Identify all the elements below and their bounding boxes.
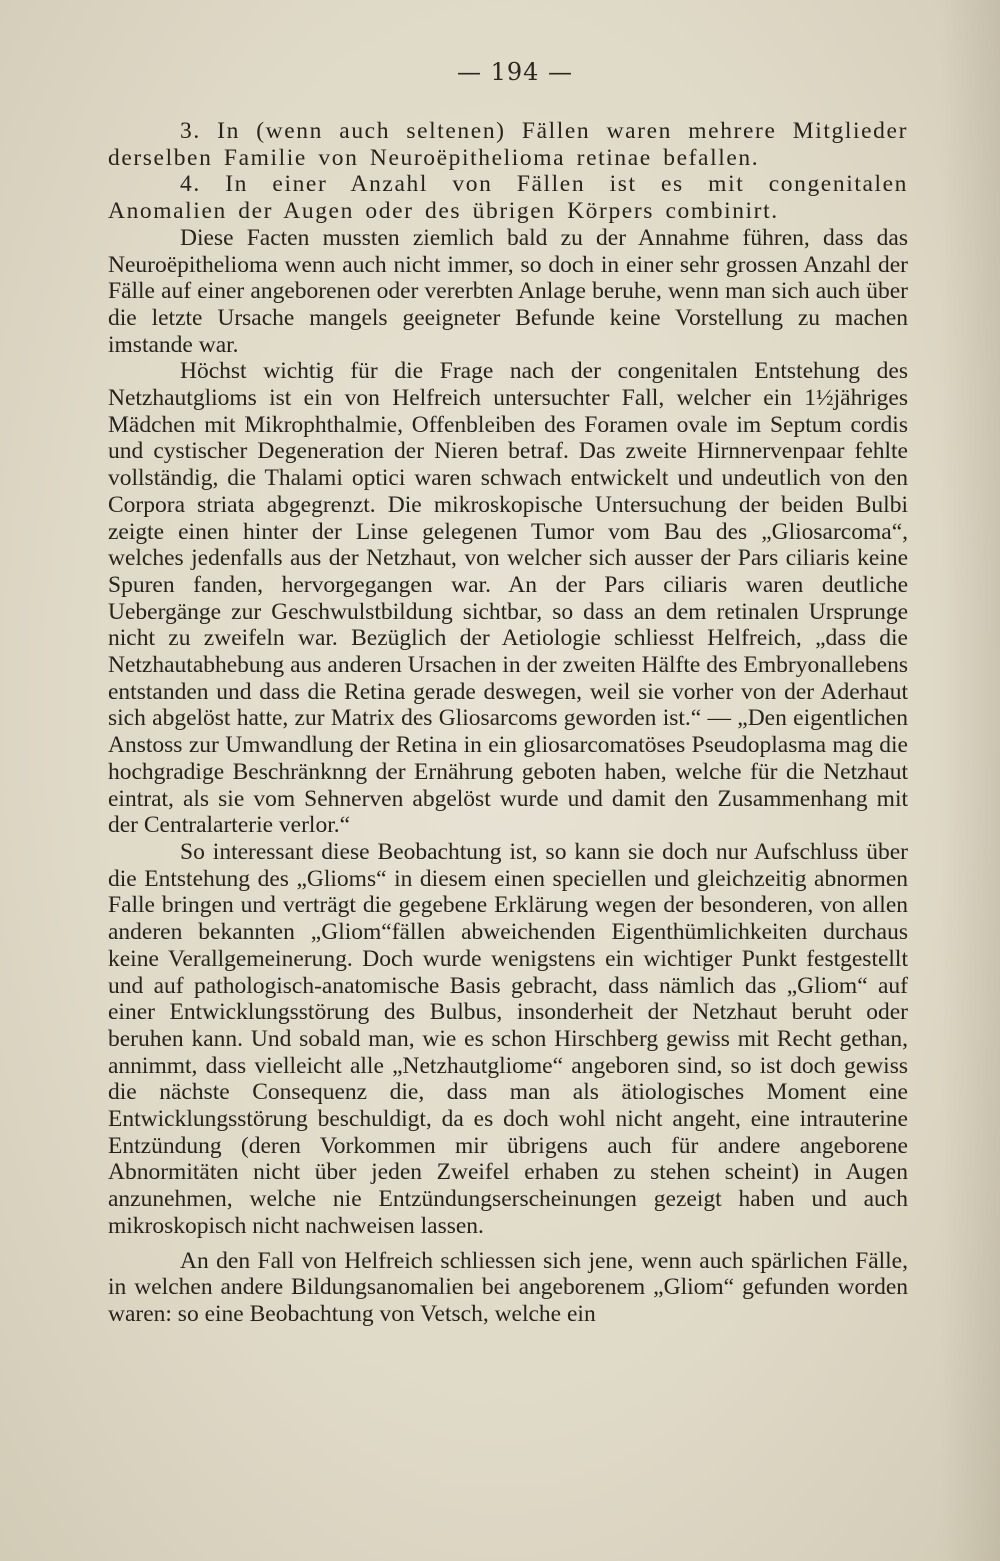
paragraph-helfreich-case: Höchst wichtig für die Frage nach der congenitalen Entstehung des Netzhautglioms ist ein von Helfreich untersuchter Fall, welcher ein 1½jähriges Mädchen mit Mikrophthalmie, Offenbleiben des Foramen ovale im Septum cordis und cystischer Degeneration der Nieren betraf. Das zweite Hirnnervenpaar fehlte vollständig, die Thalami optici waren schwach entwickelt und undeutlich von den Corpora striata abgegrenzt. Die mikroskopische Untersuchung der beiden Bulbi zeigte einen hinter der Linse gelegenen Tumor vom Bau des „Gliosarcoma“, welches jedenfalls aus der Netzhaut, von welcher sich ausser der Pars ciliaris keine Spuren fanden, hervorgegangen war. An der Pars ciliaris waren deutliche Uebergänge zur Geschwulstbildung sichtbar, so dass an dem retinalen Ursprunge nicht zu zweifeln war. Bezüglich der Aetiologie schliesst Helfreich, „dass die Netzhautabhebung aus anderen Ursachen in der zweiten Hälfte des Embryonallebens entstanden und dass die Retina gerade deswegen, weil sie vorher von der Aderhaut sich abgelöst hatte, zur Matrix des Gliosarcoms geworden ist.“ — „Den eigentlichen Anstoss zur Umwandlung der Retina in ein gliosarcomatöses Pseudoplasma mag die hochgradige Beschränknng der Ernährung geboten haben, welche für die Netzhaut eintrat, als sie vom Sehnerven abgelöst wurde und damit den Zusammenhang mit der Centralarterie verlor.“ — [108, 358, 908, 839]
paragraph-further-cases: An den Fall von Helfreich schliessen sich jene, wenn auch spärlichen Fälle, in welchen andere Bildungsanomalien bei angeborenem „Gliom“ gefunden worden waren: so eine Beobachtung von Vetsch, welche ein — [108, 1247, 908, 1327]
paragraph-facts-conclusion: Diese Facten mussten ziemlich bald zu der Annahme führen, dass das Neuroëpithelioma wenn auch nicht immer, so doch in einer sehr grossen Anzahl der Fälle auf einer angeborenen oder vererbten Anlage beruhe, wenn man sich auch über die letzte Ursache mangels geeigneter Befunde keine Vorstellung zu machen imstande war. — [108, 224, 908, 358]
paragraph-item-3: 3. In (wenn auch seltenen) Fällen waren mehrere Mitglieder derselben Familie von Neuroëpithelioma retinae befallen. — [108, 118, 908, 171]
paragraph-item-4: 4. In einer Anzahl von Fällen ist es mit congenitalen Anomalien der Augen oder des übrigen Körpers combinirt. — [108, 171, 908, 225]
body-text — [108, 118, 908, 1328]
page-number: — 194 — — [456, 58, 574, 86]
paragraph-interpretation: So interessant diese Beobachtung ist, so kann sie doch nur Aufschluss über die Entstehung des „Glioms“ in diesem einen speciellen und gleichzeitig abnormen Falle bringen und verträgt die gegebene Erklärung wegen der besonderen, von allen anderen bekannten „Gliom“fällen abweichenden Eigenthümlichkeiten durchaus keine Verallgemeinerung. Doch wurde wenigstens ein wichtiger Punkt festgestellt und auf pathologisch-anatomische Basis gebracht, dass nämlich das „Gliom“ auf einer Entwicklungsstörung des Bulbus, insonderheit der Netzhaut beruht oder beruhen kann. Und sobald man, wie es schon Hirschberg gewiss mit Recht gethan, annimmt, dass vielleicht alle „Netzhautgliome“ angeboren sind, so ist doch gewiss die nächste Consequenz die, dass man als ätiologisches Moment eine Entwicklungsstörung beschuldigt, da es doch wohl nicht angeht, eine intrauterine Entzündung (deren Vorkommen mir übrigens auch für andere angeborene Abnormitäten nicht über jeden Zweifel erhaben zu stehen scheint) in Augen anzunehmen, welche nie Entzündungserscheinungen gezeigt haben und auch mikroskopisch nicht nachweisen lassen. — [108, 838, 908, 1239]
